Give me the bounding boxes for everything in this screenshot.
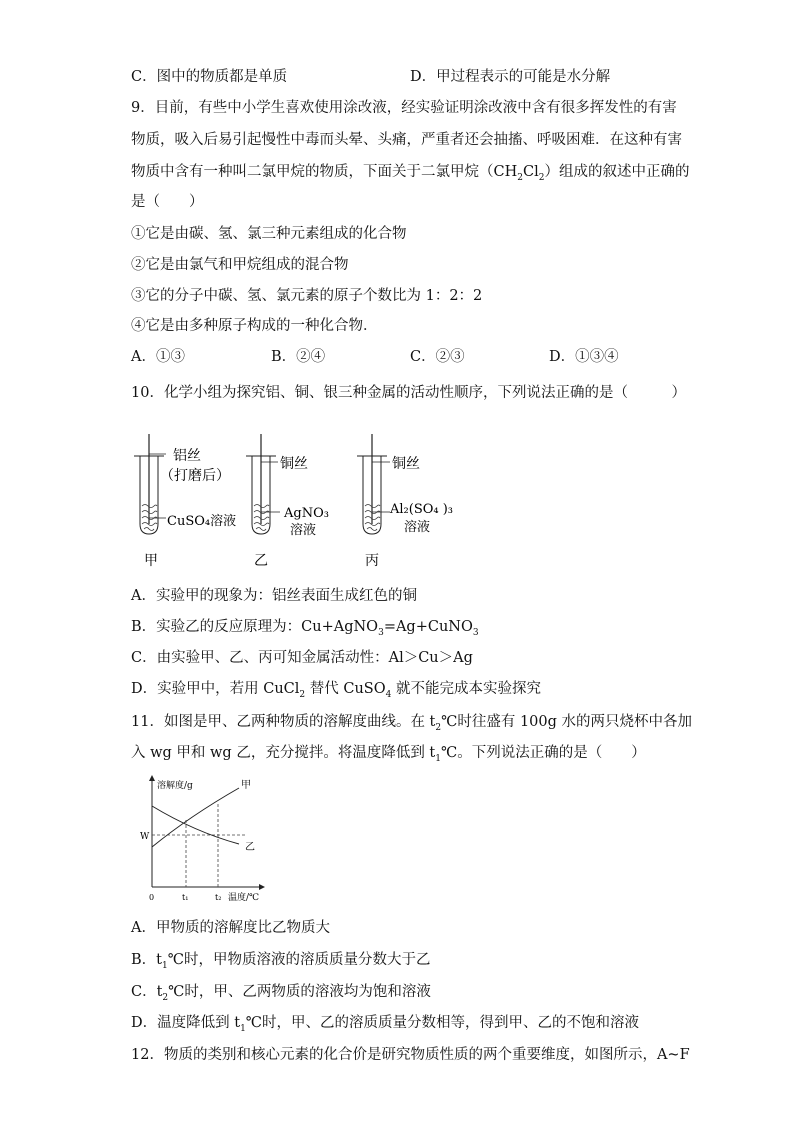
q9-stem-line1: 9．目前，有些中小学生喜欢使用涂改液，经实验证明涂改液中含有很多挥发性的有害 <box>131 100 677 116</box>
q9-option-a[interactable]: A．①③ <box>131 349 185 365</box>
test-tube-diagram <box>130 428 470 573</box>
jia-wire-note: （打磨后） <box>160 468 230 484</box>
jia-tube-label: 甲 <box>144 553 158 569</box>
q11-option-b[interactable]: B．$t_1℃$时，甲物质溶液的溶质质量分数大于乙 <box>131 952 431 971</box>
q9-option-d[interactable]: D．①③④ <box>549 349 619 365</box>
yi-solution-formula: AgNO₃ <box>284 506 329 521</box>
q8-option-c: C．图中的物质都是单质 <box>131 69 288 85</box>
x-axis-label: 温度/℃ <box>228 893 260 903</box>
q9-option-c[interactable]: C．②③ <box>410 349 465 365</box>
q9-statement-3: ③它的分子中碳、氢、氯元素的原子个数比为 1：2：2 <box>131 288 483 304</box>
q11-option-d[interactable]: D．温度降低到 $t_1℃$时，甲、乙的溶质质量分数相等，得到甲、乙的不饱和溶液 <box>131 1015 640 1034</box>
q10-option-b[interactable]: B．实验乙的反应原理为：Cu+AgNO$_3$=Ag+CuNO$_3$ <box>131 619 479 638</box>
q8-option-d: D．甲过程表示的可能是水分解 <box>410 69 611 85</box>
curve-yi <box>152 806 239 844</box>
jia-wire-label: 铝丝 <box>173 448 201 464</box>
y-axis-label: 溶解度/g <box>157 781 193 791</box>
w-label: W <box>140 832 150 842</box>
bing-solution-formula: Al₂(SO₄ )₃ <box>390 502 454 517</box>
jia-solution-label: CuSO₄溶液 <box>167 514 237 529</box>
solubility-graph <box>135 774 270 906</box>
yi-wire-label: 铜丝 <box>280 456 308 472</box>
bing-tube-label: 丙 <box>365 553 379 569</box>
curve-jia <box>152 788 239 847</box>
yi-solution-word: 溶液 <box>290 523 317 538</box>
q10-option-d[interactable]: D．实验甲中，若用 CuCl$_2$ 替代 CuSO$_4$ 就不能完成本实验探究 <box>131 681 541 700</box>
q9-stem-line2: 物质，吸入后易引起慢性中毒而头晕、头痛，严重者还会抽搐、呼吸困难．在这种有害 <box>131 132 682 148</box>
tube-bing <box>357 434 390 534</box>
q12-stem-line1: 12．物质的类别和核心元素的化合价是研究物质性质的两个重要维度，如图所示，A~F <box>131 1047 690 1063</box>
bing-solution-word: 溶液 <box>404 520 431 535</box>
q10-stem: 10．化学小组为探究铝、铜、银三种金属的活动性顺序，下列说法正确的是（ ） <box>131 385 686 401</box>
curve-yi-label: 乙 <box>245 842 255 853</box>
q9-statement-1: ①它是由碳、氢、氯三种元素组成的化合物 <box>131 226 407 242</box>
q11-option-a[interactable]: A．甲物质的溶解度比乙物质大 <box>131 920 330 936</box>
q11-stem-line2: 入 wg 甲和 wg 乙，充分搅拌。将温度降低到 $t_1℃$。下列说法正确的是（ ） <box>131 745 646 764</box>
q9-stem-line3: 物质中含有一种叫二氯甲烷的物质，下面关于二氯甲烷$(CH_2Cl_2)$组成的叙述中正确的 <box>131 164 690 183</box>
bing-wire-label: 铜丝 <box>392 456 420 472</box>
tube-yi <box>246 434 280 534</box>
yi-tube-label: 乙 <box>254 553 268 569</box>
curve-jia-label: 甲 <box>241 780 251 791</box>
q9-stem-line4: 是（ ） <box>131 194 204 210</box>
q9-statement-2: ②它是由氯气和甲烷组成的混合物 <box>131 257 349 273</box>
t2-label: t₂ <box>215 893 222 902</box>
q9-option-b[interactable]: B．②④ <box>271 349 326 365</box>
q11-option-c[interactable]: C．$t_2℃$时，甲、乙两物质的溶液均为饱和溶液 <box>131 984 431 1003</box>
origin-label: 0 <box>149 893 155 902</box>
q9-statement-4: ④它是由多种原子构成的一种化合物． <box>131 318 378 334</box>
q11-stem-line1: 11．如图是甲、乙两种物质的溶解度曲线。在 $t_2℃$时往盛有 100g 水的两只烧杯中各加 <box>131 714 693 733</box>
t1-label: t₁ <box>182 893 189 902</box>
q10-option-a[interactable]: A．实验甲的现象为：铝丝表面生成红色的铜 <box>131 588 417 604</box>
q10-option-c[interactable]: C．由实验甲、乙、丙可知金属活动性：Al＞Cu＞Ag <box>131 650 473 666</box>
